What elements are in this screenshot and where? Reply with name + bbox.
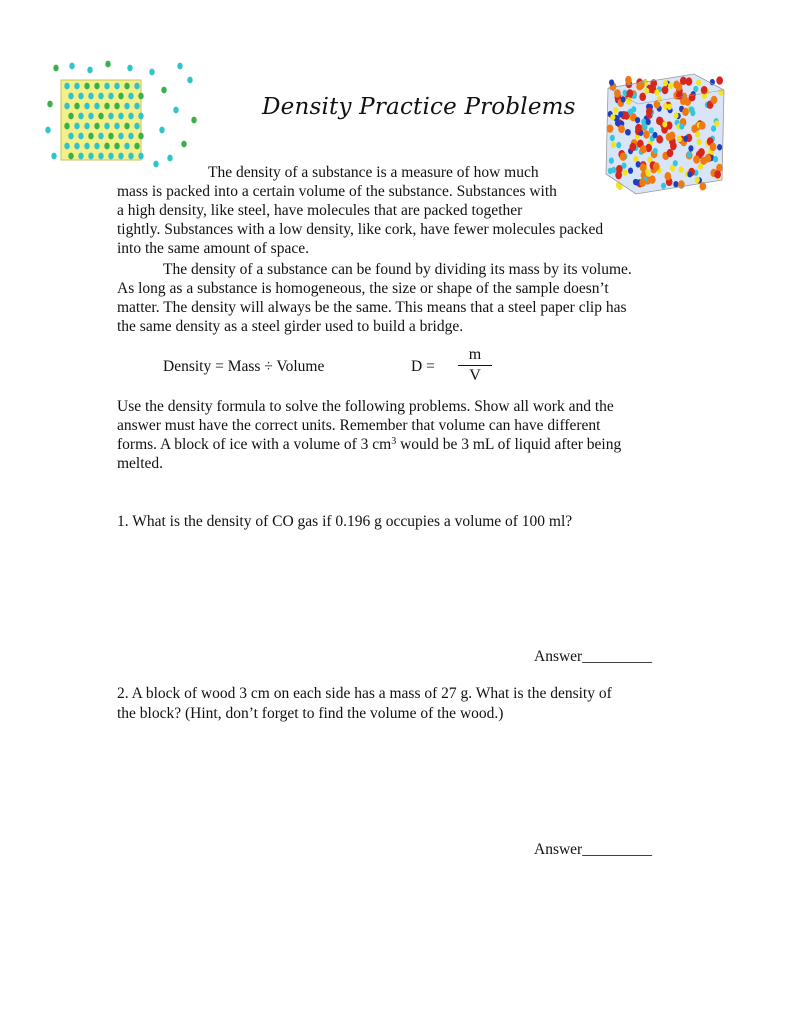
molecule-dot: [679, 123, 684, 129]
intro-line: a high density, like steel, have molecules that are packed together: [117, 202, 523, 219]
molecule-dot: [118, 93, 123, 100]
molecule-dot: [633, 179, 638, 185]
molecule-dot: [84, 83, 89, 90]
molecule-dot: [640, 145, 647, 153]
molecule-dot: [68, 133, 73, 140]
molecule-dot: [64, 123, 69, 130]
molecule-dot: [607, 124, 614, 132]
molecule-dot: [717, 144, 722, 150]
molecule-dot: [134, 123, 139, 130]
molecule-dot: [629, 143, 636, 151]
molecule-dot: [631, 106, 636, 112]
molecule-dot: [78, 93, 83, 100]
molecule-dot: [74, 83, 79, 90]
molecule-dot: [118, 113, 123, 120]
molecule-dot: [114, 103, 119, 110]
molecule-dot: [124, 123, 129, 130]
molecule-dot: [51, 153, 56, 160]
molecule-dot: [104, 123, 109, 130]
intro-line: The density of a substance can be found by dividing its mass by its volume.: [163, 261, 632, 278]
molecule-dot: [640, 163, 647, 171]
instructions-line: [117, 435, 621, 455]
molecule-dot: [149, 69, 154, 76]
fraction-bar: [458, 365, 492, 366]
molecule-dot: [698, 163, 703, 169]
molecule-dot: [609, 79, 614, 85]
problem-1-answer-blank[interactable]: Answer_________: [534, 648, 652, 665]
density-word-formula: Density = Mass ÷ Volume: [163, 358, 325, 375]
molecule-dot: [134, 83, 139, 90]
molecule-dot: [114, 83, 119, 90]
molecule-dot: [114, 123, 119, 130]
molecule-dot: [618, 125, 625, 133]
molecule-dot: [662, 86, 669, 94]
molecule-dot: [167, 155, 172, 162]
molecule-dot: [656, 117, 663, 125]
molecule-dot: [643, 130, 650, 138]
molecule-dot: [78, 133, 83, 140]
instructions-line: melted.: [117, 455, 164, 472]
molecule-dot: [616, 182, 621, 188]
molecule-dot: [127, 65, 132, 72]
superscript: 3: [391, 436, 397, 447]
molecule-dot: [693, 155, 700, 163]
molecule-dot: [128, 113, 133, 120]
molecule-dot: [686, 152, 691, 158]
molecule-dot: [47, 101, 52, 108]
molecule-dot: [615, 120, 620, 126]
molecule-dot: [689, 93, 696, 101]
molecule-dot: [679, 166, 684, 172]
molecule-dot: [187, 77, 192, 84]
intro-line: tightly. Substances with a low density, like cork, have fewer molecules packed: [117, 221, 604, 238]
molecule-dot: [683, 136, 688, 142]
molecule-dot: [667, 149, 674, 157]
page-title: Density Practice Problems: [262, 94, 576, 120]
instructions-line: answer must have the correct units. Remember that volume can have different: [117, 417, 601, 434]
molecule-dot: [108, 93, 113, 100]
molecule-dot: [622, 169, 627, 175]
molecule-dot: [64, 143, 69, 150]
molecule-dot: [687, 171, 692, 177]
molecule-dot: [108, 113, 113, 120]
molecule-dot: [662, 121, 667, 127]
molecule-dot: [625, 129, 630, 135]
molecule-dot: [159, 127, 164, 134]
molecule-dot: [64, 103, 69, 110]
molecule-dot: [711, 96, 718, 104]
intro-line: As long as a substance is homogeneous, the size or shape of the sample doesn’t: [117, 280, 609, 297]
intro-line: into the same amount of space.: [117, 240, 309, 257]
molecule-dot: [616, 165, 623, 173]
molecule-dot: [705, 154, 712, 162]
molecule-dot: [664, 172, 671, 180]
molecule-dot: [84, 123, 89, 130]
molecule-dot: [670, 142, 677, 150]
molecule-dot: [134, 103, 139, 110]
intro-line: matter. The density will always be the same. This means that a steel paper clip has: [117, 299, 627, 316]
molecule-dot: [699, 121, 706, 129]
molecule-dot: [98, 153, 103, 160]
molecule-dot: [138, 153, 143, 160]
intro-line: the same density as a steel girder used to build a bridge.: [117, 318, 464, 335]
molecule-dot: [614, 89, 621, 97]
molecule-dot: [695, 177, 700, 183]
molecule-dot: [697, 139, 702, 145]
molecule-dot: [88, 153, 93, 160]
molecule-dot: [124, 83, 129, 90]
molecule-dot: [646, 170, 651, 176]
molecule-dot: [88, 133, 93, 140]
molecule-dot: [128, 153, 133, 160]
molecule-dot: [118, 133, 123, 140]
molecule-dot: [714, 170, 721, 178]
molecule-dot: [688, 145, 693, 151]
molecule-dot: [68, 153, 73, 160]
molecule-dot: [676, 91, 683, 99]
molecule-dot: [711, 125, 716, 131]
molecule-dot: [104, 83, 109, 90]
molecule-dot: [657, 96, 662, 102]
molecule-dot: [98, 113, 103, 120]
molecule-dot: [74, 123, 79, 130]
instructions-text: forms. A block of ice with a volume of 3 cm: [117, 436, 392, 453]
molecule-dot: [45, 127, 50, 134]
molecule-dot: [716, 76, 723, 84]
molecule-dot: [635, 117, 640, 123]
molecule-dot: [108, 153, 113, 160]
molecule-dot: [94, 103, 99, 110]
molecule-dot: [53, 65, 58, 72]
molecule-dot: [88, 93, 93, 100]
molecule-dot: [104, 143, 109, 150]
instructions-line: Use the density formula to solve the following problems. Show all work and the: [117, 398, 614, 415]
molecule-dot: [611, 142, 616, 148]
molecule-dot: [69, 63, 74, 70]
molecule-dot: [689, 106, 694, 112]
molecule-dot: [673, 112, 678, 118]
molecule-dot: [181, 141, 186, 148]
molecule-dot: [88, 113, 93, 120]
molecule-dot: [98, 133, 103, 140]
molecule-dot: [124, 143, 129, 150]
problem-2-answer-blank[interactable]: Answer_________: [534, 841, 652, 858]
molecule-dot: [663, 80, 668, 86]
molecule-dot: [649, 127, 654, 133]
molecule-dot: [128, 133, 133, 140]
molecule-dot: [108, 133, 113, 140]
molecule-dot: [678, 180, 685, 188]
intro-line: The density of a substance is a measure of how much: [208, 164, 539, 181]
molecule-dot: [620, 153, 627, 161]
molecule-dot: [74, 103, 79, 110]
molecule-dot: [138, 133, 143, 140]
molecule-dot: [78, 153, 83, 160]
molecule-dot: [128, 93, 133, 100]
molecule-dot: [649, 175, 656, 183]
problem-2-question: the block? (Hint, don’t forget to find the volume of the wood.): [117, 705, 504, 722]
molecule-dot: [161, 87, 166, 94]
molecule-dot: [663, 103, 668, 109]
molecule-dot: [639, 93, 646, 101]
mass-over-volume-fraction: [458, 346, 492, 385]
molecule-dot: [669, 131, 676, 139]
molecule-dot: [118, 153, 123, 160]
molecule-dot: [654, 89, 659, 95]
molecule-dot: [667, 104, 672, 110]
molecule-dot: [610, 135, 615, 141]
molecule-dot: [104, 103, 109, 110]
intro-line: mass is packed into a certain volume of the substance. Substances with: [117, 183, 557, 200]
molecule-dot: [87, 67, 92, 74]
molecule-dot: [138, 113, 143, 120]
molecule-dot: [639, 178, 646, 186]
molecule-dot: [84, 103, 89, 110]
molecule-dot: [673, 181, 678, 187]
molecule-dot: [94, 143, 99, 150]
molecule-dot: [696, 79, 701, 85]
molecule-dot: [656, 135, 663, 143]
molecule-dot: [646, 107, 653, 115]
density-symbol-formula: D =: [411, 358, 435, 375]
molecule-dot: [627, 89, 634, 97]
molecule-dot: [134, 143, 139, 150]
molecule-dot: [625, 76, 632, 84]
molecule-dot: [173, 107, 178, 114]
packed-cube-illustration: [598, 70, 728, 198]
molecule-box-illustration: [44, 60, 204, 172]
molecule-dot: [668, 82, 673, 88]
molecule-dot: [74, 143, 79, 150]
molecule-dot: [191, 117, 196, 124]
molecule-dot: [644, 88, 649, 94]
molecule-dot: [98, 93, 103, 100]
molecule-dot: [124, 103, 129, 110]
molecule-dot: [610, 114, 615, 120]
molecule-dot: [670, 165, 675, 171]
molecule-dot: [94, 83, 99, 90]
molecule-dot: [635, 124, 642, 132]
molecule-dot: [616, 142, 621, 148]
molecule-dot: [686, 77, 693, 85]
molecule-dot: [609, 157, 614, 163]
molecule-dot: [68, 93, 73, 100]
molecule-dot: [611, 167, 616, 173]
molecule-dot: [713, 156, 718, 162]
molecule-dot: [68, 113, 73, 120]
molecule-dot: [710, 143, 717, 151]
molecule-dot: [714, 120, 719, 126]
molecule-dot: [153, 161, 158, 168]
molecule-dot: [94, 123, 99, 130]
instructions-text: would be 3 mL of liquid after being: [396, 436, 622, 453]
molecule-dot: [138, 93, 143, 100]
fraction-denominator: V: [469, 367, 481, 384]
problem-1-question: 1. What is the density of CO gas if 0.196 g occupies a volume of 100 ml?: [117, 513, 573, 530]
molecule-dot: [673, 80, 680, 88]
molecule-dot: [84, 143, 89, 150]
molecule-dot: [177, 63, 182, 70]
molecule-dot: [78, 113, 83, 120]
molecule-dot: [642, 123, 647, 129]
molecule-dot: [677, 136, 682, 142]
molecule-dot: [693, 86, 698, 92]
molecule-dot: [653, 162, 660, 170]
molecule-dot: [114, 143, 119, 150]
molecule-dot: [613, 107, 618, 113]
molecule-dot: [653, 148, 658, 154]
molecule-dot: [64, 83, 69, 90]
molecule-dot: [661, 183, 666, 189]
fraction-numerator: m: [468, 346, 482, 363]
molecule-dot: [628, 167, 633, 173]
molecule-dot: [695, 131, 700, 137]
problem-2-question: 2. A block of wood 3 cm on each side has a mass of 27 g. What is the density of: [117, 685, 612, 702]
molecule-dot: [105, 61, 110, 68]
molecule-dot: [618, 111, 623, 117]
molecule-dot: [682, 108, 689, 116]
